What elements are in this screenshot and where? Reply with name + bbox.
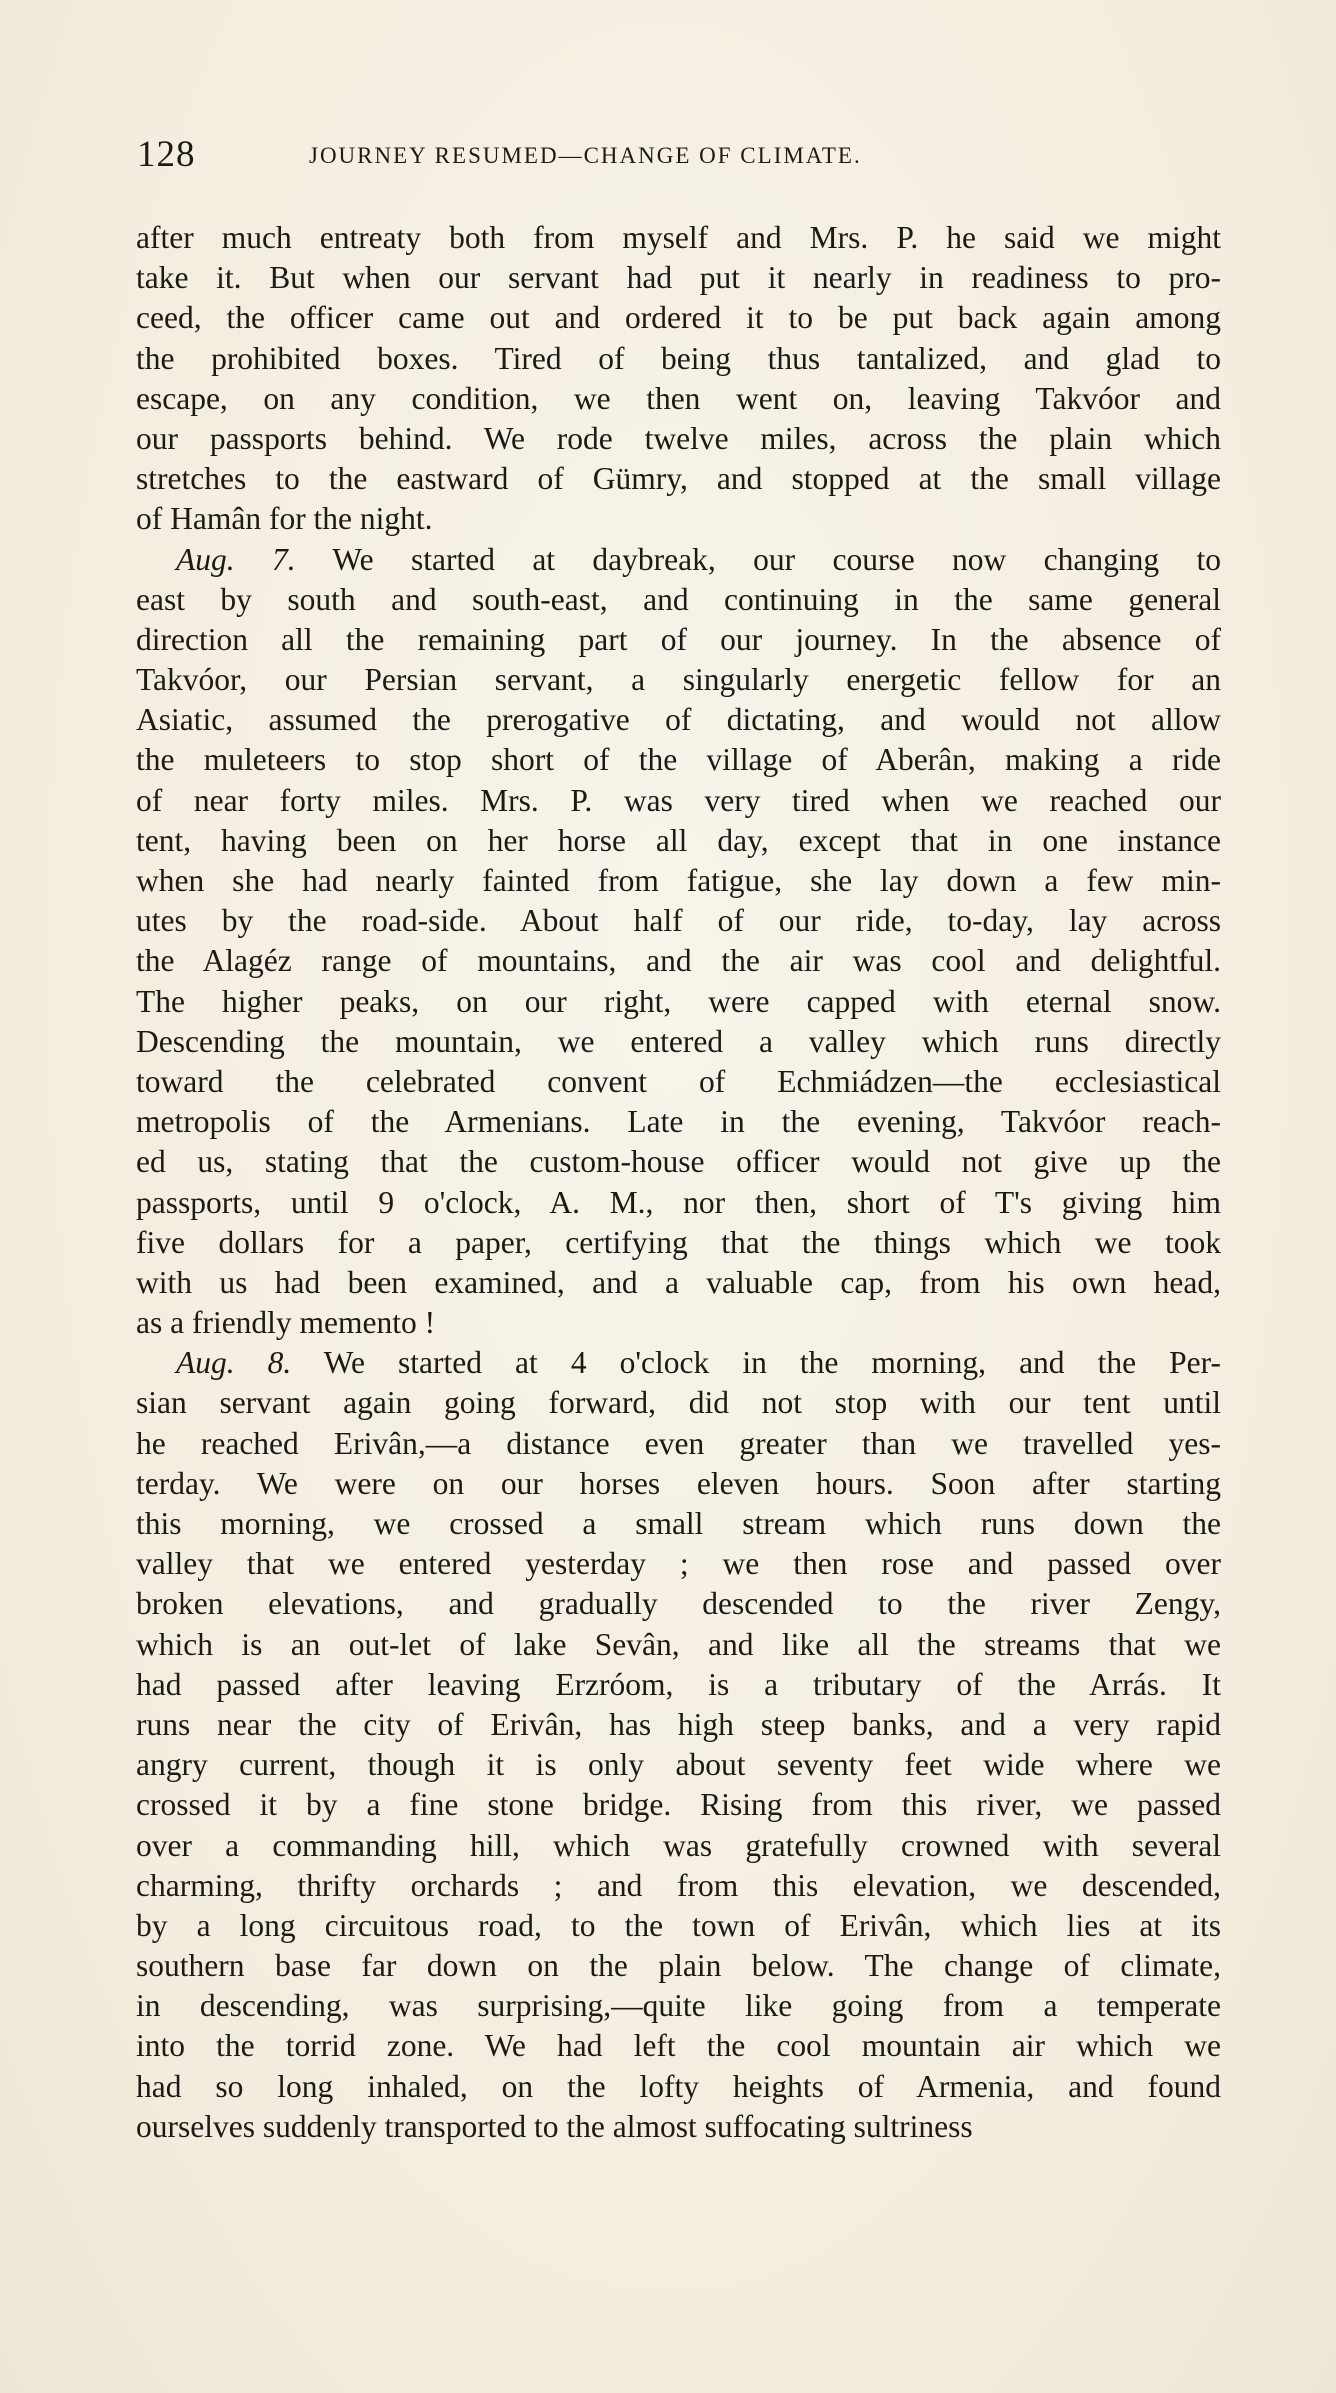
text-line: when she had nearly fainted from fatigue, she lay down a few min-: [136, 863, 1221, 898]
text-line: direction all the remaining part of our journey. In the absence of: [136, 621, 1221, 657]
text-line: escape, on any condition, we then went on, leaving Takvóor and: [136, 380, 1221, 416]
text-line: tent, having been on her horse all day, except that in one instance: [136, 822, 1221, 858]
text-line: crossed it by a fine stone bridge. Rising from this river, we passed: [136, 1787, 1221, 1823]
text-line: as a friendly memento !: [136, 1305, 436, 1341]
entry-date: Aug. 8.: [176, 1345, 292, 1381]
text-line: ceed, the officer came out and ordered it to be put back again among: [136, 300, 1221, 336]
text-line: southern base far down on the plain below. The change of climate,: [136, 1948, 1221, 1984]
text-line: which is an out-let of lake Sevân, and like all the streams that we: [136, 1626, 1221, 1662]
text-line: the muleteers to stop short of the village of Aberân, making a ride: [136, 742, 1221, 778]
text-line: take it. But when our servant had put it nearly in readiness to pro-: [136, 260, 1221, 296]
text-line: ed us, stating that the custom-house officer would not give up the: [136, 1144, 1221, 1180]
text-line: into the torrid zone. We had left the cool mountain air which we: [136, 2028, 1221, 2064]
page-number: 128: [137, 134, 196, 175]
text-line: passports, until 9 o'clock, A. M., nor then, short of T's giving him: [136, 1184, 1221, 1220]
text-line: in descending, was surprising,—quite like going from a temperate: [136, 1988, 1221, 2024]
text-line: the prohibited boxes. Tired of being thus tantalized, and glad to: [136, 340, 1221, 376]
text-line: east by south and south-east, and continuing in the same general: [136, 581, 1221, 617]
text-line: with us had been examined, and a valuable cap, from his own head,: [136, 1264, 1221, 1300]
text-line: broken elevations, and gradually descended to the river Zengy,: [136, 1586, 1221, 1622]
text-line: Takvóor, our Persian servant, a singularly energetic fellow for an: [136, 662, 1221, 698]
text-line: after much entreaty both from myself and Mrs. P. he said we might: [136, 220, 1221, 255]
entry-date: Aug. 7.: [176, 541, 296, 577]
text-line: metropolis of the Armenians. Late in the evening, Takvóor reach-: [136, 1104, 1221, 1140]
text-line: of Hamân for the night.: [136, 501, 433, 537]
text-line: Descending the mountain, we entered a valley which runs directly: [136, 1023, 1221, 1059]
text-line: utes by the road-side. About half of our ride, to-day, lay across: [136, 903, 1221, 939]
text-line: ourselves suddenly transported to the almost suffocating sultriness: [136, 2108, 973, 2144]
text-line: our passports behind. We rode twelve miles, across the plain which: [136, 420, 1221, 456]
text-line: valley that we entered yesterday ; we then rose and passed over: [136, 1546, 1221, 1582]
body-text: [136, 218, 1221, 2147]
text-line: the Alagéz range of mountains, and the air was cool and delightful.: [136, 943, 1221, 979]
text-line: runs near the city of Erivân, has high steep banks, and a very rapid: [136, 1706, 1221, 1742]
text-line: by a long circuitous road, to the town of Erivân, which lies at its: [136, 1907, 1221, 1943]
text-line: The higher peaks, on our right, were capped with eternal snow.: [136, 983, 1221, 1019]
text-line: of near forty miles. Mrs. P. was very tired when we reached our: [136, 782, 1221, 818]
text-line: stretches to the eastward of Gümry, and stopped at the small village: [136, 461, 1221, 497]
text-line: this morning, we crossed a small stream which runs down the: [136, 1506, 1221, 1541]
text-line: Aug. 8. We started at 4 o'clock in the morning, and the Per-: [176, 1345, 1221, 1381]
text-line: charming, thrifty orchards ; and from this elevation, we descended,: [136, 1867, 1221, 1903]
text-line: terday. We were on our horses eleven hours. Soon after starting: [136, 1465, 1221, 1501]
text-line: toward the celebrated convent of Echmiádzen—the ecclesiastical: [136, 1063, 1221, 1099]
text-line: he reached Erivân,—a distance even greater than we travelled yes-: [136, 1425, 1221, 1461]
text-line: had passed after leaving Erzróom, is a tributary of the Arrás. It: [136, 1666, 1221, 1702]
text-line: Asiatic, assumed the prerogative of dictating, and would not allow: [136, 702, 1221, 738]
text-line: angry current, though it is only about seventy feet wide where we: [136, 1747, 1221, 1783]
text-line: sian servant again going forward, did not stop with our tent until: [136, 1385, 1221, 1421]
text-line: over a commanding hill, which was gratefully crowned with several: [136, 1827, 1221, 1863]
text-line: five dollars for a paper, certifying that the things which we took: [136, 1224, 1221, 1260]
text-line: had so long inhaled, on the lofty heights of Armenia, and found: [136, 2068, 1221, 2104]
page-header: [137, 133, 1057, 183]
text-line: Aug. 7. We started at daybreak, our course now changing to: [176, 541, 1221, 577]
running-head: JOURNEY RESUMED—CHANGE OF CLIMATE.: [309, 143, 862, 168]
